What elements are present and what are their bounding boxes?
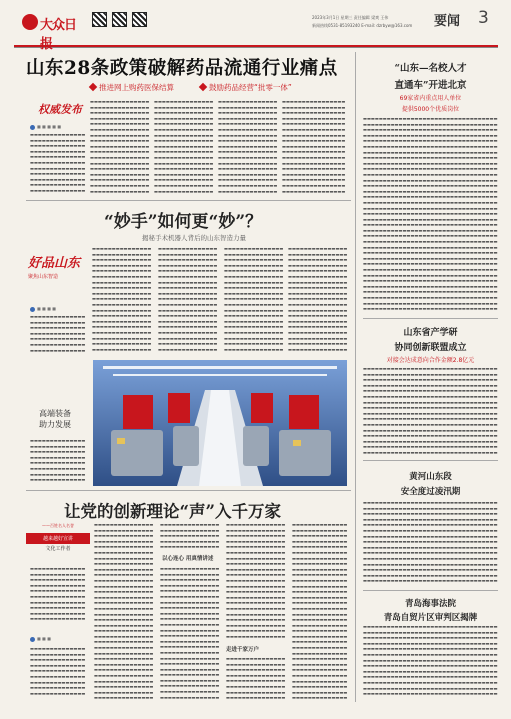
logo-text: 大众日	[40, 18, 77, 33]
article-text-block: ▬▬▬▬▬▬▬▬▬▬▬▬▬▬ ▬▬▬▬▬▬▬▬▬▬▬▬▬▬ ▬▬▬▬▬▬▬▬▬▬▬▬▬▬ ▬▬▬▬▬▬▬▬▬▬▬▬▬▬ ▬▬▬▬▬▬▬▬▬▬▬▬▬▬ ▬▬▬▬▬▬▬▬▬▬▬▬▬▬ ▬▬▬▬▬▬▬▬▬▬▬▬▬▬ ▬▬▬▬▬▬▬▬▬▬▬▬▬▬ ▬▬▬▬▬▬▬▬▬▬▬▬▬▬ ▬▬▬▬▬▬▬▬▬▬▬▬▬▬ ▬▬▬▬▬▬▬▬▬▬▬▬▬▬ ▬▬▬▬▬▬▬▬▬▬▬▬▬▬ ▬▬▬▬▬▬▬▬▬▬▬▬▬▬ ▬▬▬▬▬▬▬▬▬▬▬▬▬▬ ▬▬▬▬▬▬▬▬▬▬▬▬▬▬ ▬▬▬▬▬▬▬▬▬▬▬▬▬▬ ▬▬▬▬▬▬▬▬▬▬▬▬▬▬ ▬▬▬▬▬▬▬▬▬▬▬▬▬▬ ▬▬▬▬▬▬▬▬▬▬▬▬▬▬ ▬▬▬▬▬▬▬▬▬▬▬▬▬▬ ▬▬▬▬▬▬▬▬▬▬▬▬▬▬ ▬▬▬▬▬▬▬▬▬▬▬▬▬▬ ▬▬▬▬▬▬▬▬▬▬▬▬▬▬ ▬▬▬▬▬▬▬▬▬▬▬▬▬▬ ▬▬▬▬▬▬▬▬▬▬▬▬▬▬ ▬▬▬▬▬▬▬▬▬▬▬▬▬▬ ▬▬▬▬▬▬▬▬▬▬▬▬▬▬ ▬▬▬▬▬▬▬▬▬▬▬▬▬▬ ▬▬▬▬▬▬▬▬▬▬▬▬▬▬ ▬▬▬▬▬▬▬▬▬▬▬▬▬▬ ▬▬▬▬▬▬▬▬▬▬▬▬▬▬ ▬▬▬▬▬▬▬▬▬▬▬▬▬▬	[292, 522, 348, 701]
section-title: 要闻	[434, 14, 461, 29]
article-text-block: ▬▬▬▬▬▬▬▬▬▬▬▬▬▬ ▬▬▬▬▬▬▬▬▬▬▬▬▬▬ ▬▬▬▬▬▬▬▬▬▬▬▬▬▬ ▬▬▬▬▬▬▬▬▬▬▬▬▬▬ ▬▬▬▬▬▬▬▬▬▬▬▬▬▬ ▬▬▬▬▬▬▬▬▬▬▬▬▬▬ ▬▬▬▬▬▬▬▬▬▬▬▬▬▬ ▬▬▬▬▬▬▬▬▬▬▬▬▬▬ ▬▬▬▬▬▬▬▬▬▬▬▬▬▬ ▬▬▬▬▬▬▬▬▬▬▬▬▬▬	[30, 566, 86, 622]
sidebar-3-title-line1: 黄河山东段	[409, 472, 452, 482]
byline-dot-icon	[30, 307, 35, 312]
campaign-banner-red: 越来越好宣讲	[26, 533, 90, 544]
article-text-block: ▬▬▬▬▬▬▬▬▬▬▬▬▬▬▬ ▬▬▬▬▬▬▬▬▬▬▬▬▬▬▬ ▬▬▬▬▬▬▬▬▬▬▬▬▬▬▬ ▬▬▬▬▬▬▬▬▬▬▬▬▬▬▬ ▬▬▬▬▬▬▬▬▬▬▬▬▬▬▬ ▬▬▬▬▬▬▬▬▬▬▬▬▬▬▬ ▬▬▬▬▬▬▬▬▬▬▬▬▬▬▬ ▬▬▬▬▬▬▬▬▬▬▬▬▬▬▬ ▬▬▬▬▬▬▬▬▬▬▬▬▬▬▬ ▬▬▬▬▬▬▬▬▬▬▬▬▬▬▬ ▬▬▬▬▬▬▬▬▬▬▬▬▬▬▬ ▬▬▬▬▬▬▬▬▬▬▬▬▬▬▬ ▬▬▬▬▬▬▬▬▬▬▬▬▬▬▬ ▬▬▬▬▬▬▬▬▬▬▬▬▬▬▬ ▬▬▬▬▬▬▬▬▬▬▬▬▬▬▬ ▬▬▬▬▬▬▬▬▬▬▬▬▬▬▬ ▬▬▬▬▬▬▬▬▬▬▬▬▬▬▬	[218, 99, 278, 194]
sidebar-story-1[interactable]	[363, 60, 498, 113]
article-text-block: ▬▬▬▬▬▬▬▬▬▬▬▬▬▬▬ ▬▬▬▬▬▬▬▬▬▬▬▬▬▬▬ ▬▬▬▬▬▬▬▬▬▬▬▬▬▬▬ ▬▬▬▬▬▬▬▬▬▬▬▬▬▬▬ ▬▬▬▬▬▬▬▬▬▬▬▬▬▬▬ ▬▬▬▬▬▬▬▬▬▬▬▬▬▬▬ ▬▬▬▬▬▬▬▬▬▬▬▬▬▬▬ ▬▬▬▬▬▬▬▬▬▬▬▬▬▬▬ ▬▬▬▬▬▬▬▬▬▬▬▬▬▬▬ ▬▬▬▬▬▬▬▬▬▬▬▬▬▬▬ ▬▬▬▬▬▬▬▬▬▬▬▬▬▬▬ ▬▬▬▬▬▬▬▬▬▬▬▬▬▬▬ ▬▬▬▬▬▬▬▬▬▬▬▬▬▬▬ ▬▬▬▬▬▬▬▬▬▬▬▬▬▬▬ ▬▬▬▬▬▬▬▬▬▬▬▬▬▬▬ ▬▬▬▬▬▬▬▬▬▬▬▬▬▬▬ ▬▬▬▬▬▬▬▬▬▬▬▬▬▬▬ ▬▬▬▬▬▬▬▬▬▬▬▬▬▬▬ ▬▬▬▬▬▬▬▬▬▬▬▬▬▬▬ ▬▬▬▬▬▬▬▬▬▬▬▬▬▬▬ ▬▬▬▬▬▬▬▬▬▬▬▬▬▬▬ ▬▬▬▬▬▬▬▬▬▬▬▬▬▬▬ ▬▬▬▬▬▬▬▬▬▬▬▬▬▬▬ ▬▬▬▬▬▬▬▬▬▬▬▬▬▬▬	[160, 566, 220, 700]
sidebar-story-2[interactable]	[363, 325, 498, 364]
sidebar-2-title-line2: 协同创新联盟成立	[394, 343, 467, 353]
bottom-subtitle-2: 走进千家万户	[226, 647, 260, 653]
article-text-block: ▬▬▬▬▬▬▬▬▬▬▬▬▬▬▬ ▬▬▬▬▬▬▬▬▬▬▬▬▬▬▬ ▬▬▬▬▬▬▬▬▬▬▬▬▬▬▬ ▬▬▬▬▬▬▬▬▬▬▬▬▬▬▬ ▬▬▬▬▬▬▬▬▬▬▬▬▬▬▬ ▬▬▬▬▬▬▬▬▬▬▬▬▬▬▬ ▬▬▬▬▬▬▬▬▬▬▬▬▬▬▬ ▬▬▬▬▬▬▬▬▬▬▬▬▬▬▬ ▬▬▬▬▬▬▬▬▬▬▬▬▬▬▬ ▬▬▬▬▬▬▬▬▬▬▬▬▬▬▬ ▬▬▬▬▬▬▬▬▬▬▬▬▬▬▬ ▬▬▬▬▬▬▬▬▬▬▬▬▬▬▬ ▬▬▬▬▬▬▬▬▬▬▬▬▬▬▬ ▬▬▬▬▬▬▬▬▬▬▬▬▬▬▬ ▬▬▬▬▬▬▬▬▬▬▬▬▬▬▬ ▬▬▬▬▬▬▬▬▬▬▬▬▬▬▬ ▬▬▬▬▬▬▬▬▬▬▬▬▬▬▬ ▬▬▬▬▬▬▬▬▬▬▬▬▬▬▬ ▬▬▬▬▬▬▬▬▬▬▬▬▬▬▬	[224, 246, 284, 352]
sidebar-2-sub: 对接会达成意向合作金额2.8亿元	[386, 357, 475, 364]
lead-subhead-2: 鼓励药品经营“批零一体”	[200, 82, 292, 93]
article-text-block: ▬▬▬▬▬▬▬▬▬▬▬▬▬▬ ▬▬▬▬▬▬▬▬▬▬▬▬▬▬ ▬▬▬▬▬▬▬▬▬▬▬▬▬▬ ▬▬▬▬▬▬▬▬▬▬▬▬▬▬ ▬▬▬▬▬▬▬▬▬▬▬▬▬▬ ▬▬▬▬▬▬▬▬▬▬▬▬▬▬ ▬▬▬▬▬▬▬▬▬▬▬▬▬▬ ▬▬▬▬▬▬▬▬▬▬▬▬▬▬	[30, 438, 86, 483]
article-text-block: ▬▬▬▬▬▬▬▬▬▬▬▬▬▬▬ ▬▬▬▬▬▬▬▬▬▬▬▬▬▬▬ ▬▬▬▬▬▬▬▬▬▬▬▬▬▬▬ ▬▬▬▬▬▬▬▬▬▬▬▬▬▬▬ ▬▬▬▬▬▬▬▬▬▬▬▬▬▬▬ ▬▬▬▬▬▬▬▬▬▬▬▬▬▬▬ ▬▬▬▬▬▬▬▬▬▬▬▬▬▬▬ ▬▬▬▬▬▬▬▬▬▬▬▬▬▬▬	[226, 656, 286, 701]
sidebar-divider	[363, 460, 498, 461]
sidebar-divider	[363, 318, 498, 319]
article-text-block: ▬▬▬▬▬▬▬▬▬▬▬▬▬▬ ▬▬▬▬▬▬▬▬▬▬▬▬▬▬ ▬▬▬▬▬▬▬▬▬▬▬▬▬▬ ▬▬▬▬▬▬▬▬▬▬▬▬▬▬ ▬▬▬▬▬▬▬▬▬▬▬▬▬▬ ▬▬▬▬▬▬▬▬▬▬▬▬▬▬ ▬▬▬▬▬▬▬▬▬▬▬▬▬▬	[30, 314, 86, 353]
photo-caption: 高端装备 助力发展	[39, 409, 71, 429]
section-divider	[26, 490, 351, 491]
good-shandong-column-mark	[28, 252, 86, 304]
article-text-block: ▬▬▬▬▬▬▬▬▬▬▬▬▬▬▬ ▬▬▬▬▬▬▬▬▬▬▬▬▬▬▬ ▬▬▬▬▬▬▬▬▬▬▬▬▬▬▬ ▬▬▬▬▬▬▬▬▬▬▬▬▬▬▬ ▬▬▬▬▬▬▬▬▬▬▬▬▬▬▬	[160, 522, 220, 550]
sidebar-4-title-line2: 青岛自贸片区审判区揭牌	[383, 613, 478, 623]
feature-subhead: 揭秘手术机器人背后的山东智造力量	[142, 234, 246, 242]
bottom-subtitle-1: 以心连心 用真情讲述	[162, 556, 214, 562]
sidebar-4-title-line1: 青岛海事法院	[404, 599, 456, 609]
sidebar-story-4[interactable]	[363, 597, 498, 623]
lead-subhead-1: 推进网上购药医保结算	[90, 82, 174, 93]
section-divider	[26, 200, 351, 201]
article-text-block: ▬▬▬▬▬▬▬▬▬▬▬▬▬▬▬▬▬▬▬▬▬▬▬▬▬▬▬▬▬▬▬▬▬▬ ▬▬▬▬▬▬▬▬▬▬▬▬▬▬▬▬▬▬▬▬▬▬▬▬▬▬▬▬▬▬▬▬▬▬ ▬▬▬▬▬▬▬▬▬▬▬▬▬▬▬▬▬▬▬▬▬▬▬▬▬▬▬▬▬▬▬▬▬▬ ▬▬▬▬▬▬▬▬▬▬▬▬▬▬▬▬▬▬▬▬▬▬▬▬▬▬▬▬▬▬▬▬▬▬ ▬▬▬▬▬▬▬▬▬▬▬▬▬▬▬▬▬▬▬▬▬▬▬▬▬▬▬▬▬▬▬▬▬▬ ▬▬▬▬▬▬▬▬▬▬▬▬▬▬▬▬▬▬▬▬▬▬▬▬▬▬▬▬▬▬▬▬▬▬ ▬▬▬▬▬▬▬▬▬▬▬▬▬▬▬▬▬▬▬▬▬▬▬▬▬▬▬▬▬▬▬▬▬▬ ▬▬▬▬▬▬▬▬▬▬▬▬▬▬▬▬▬▬▬▬▬▬▬▬▬▬▬▬▬▬▬▬▬▬ ▬▬▬▬▬▬▬▬▬▬▬▬▬▬▬▬▬▬▬▬▬▬▬▬▬▬▬▬▬▬▬▬▬▬ ▬▬▬▬▬▬▬▬▬▬▬▬▬▬▬▬▬▬▬▬▬▬▬▬▬▬▬▬▬▬▬▬▬▬ ▬▬▬▬▬▬▬▬▬▬▬▬▬▬▬▬▬▬▬▬▬▬▬▬▬▬▬▬▬▬▬▬▬▬ ▬▬▬▬▬▬▬▬▬▬▬▬▬▬▬▬▬▬▬▬▬▬▬▬▬▬▬▬▬▬▬▬▬▬ ▬▬▬▬▬▬▬▬▬▬▬▬▬▬▬▬▬▬▬▬▬▬▬▬▬▬▬▬▬▬▬▬▬▬ ▬▬▬▬▬▬▬▬▬▬▬▬▬▬▬▬▬▬▬▬▬▬▬▬▬▬▬▬▬▬▬▬▬▬ ▬▬▬▬▬▬▬▬▬▬▬▬▬▬▬▬▬▬▬▬▬▬▬▬▬▬▬▬▬▬▬▬▬▬ ▬▬▬▬▬▬▬▬▬▬▬▬▬▬▬▬▬▬▬▬▬▬▬▬▬▬▬▬▬▬▬▬▬▬ ▬▬▬▬▬▬▬▬▬▬▬▬▬▬▬▬▬▬▬▬▬▬▬▬▬▬▬▬▬▬▬▬▬▬ ▬▬▬▬▬▬▬▬▬▬▬▬▬▬▬▬▬▬▬▬▬▬▬▬▬▬▬▬▬▬▬▬▬▬ ▬▬▬▬▬▬▬▬▬▬▬▬▬▬▬▬▬▬▬▬▬▬▬▬▬▬▬▬▬▬▬▬▬▬ ▬▬▬▬▬▬▬▬▬▬▬▬▬▬▬▬▬▬▬▬▬▬▬▬▬▬▬▬▬▬▬▬▬▬ ▬▬▬▬▬▬▬▬▬▬▬▬▬▬▬▬▬▬▬▬▬▬▬▬▬▬▬▬▬▬▬▬▬▬ ▬▬▬▬▬▬▬▬▬▬▬▬▬▬▬▬▬▬▬▬▬▬▬▬▬▬▬▬▬▬▬▬▬▬ ▬▬▬▬▬▬▬▬▬▬▬▬▬▬▬▬▬▬▬▬▬▬▬▬▬▬▬▬▬▬▬▬▬▬ ▬▬▬▬▬▬▬▬▬▬▬▬▬▬▬▬▬▬▬▬▬▬▬▬▬▬▬▬▬▬▬▬▬▬ ▬▬▬▬▬▬▬▬▬▬▬▬▬▬▬▬▬▬▬▬▬▬▬▬▬▬▬▬▬▬▬▬▬▬ ▬▬▬▬▬▬▬▬▬▬▬▬▬▬▬▬▬▬▬▬▬▬▬▬▬▬▬▬▬▬▬▬▬▬ ▬▬▬▬▬▬▬▬▬▬▬▬▬▬▬▬▬▬▬▬▬▬▬▬▬▬▬▬▬▬▬▬▬▬ ▬▬▬▬▬▬▬▬▬▬▬▬▬▬▬▬▬▬▬▬▬▬▬▬▬▬▬▬▬▬▬▬▬▬ ▬▬▬▬▬▬▬▬▬▬▬▬▬▬▬▬▬▬▬▬▬▬▬▬▬▬▬▬▬▬▬▬▬▬ ▬▬▬▬▬▬▬▬▬▬▬▬▬▬▬▬▬▬▬▬▬▬▬▬▬▬▬▬▬▬▬▬▬▬ ▬▬▬▬▬▬▬▬▬▬▬▬▬▬▬▬▬▬▬▬▬▬▬▬▬▬▬▬▬▬▬▬▬▬ ▬▬▬▬▬▬▬▬▬▬▬▬▬▬▬▬▬▬▬▬▬▬▬▬▬▬▬▬▬▬▬▬▬▬ ▬▬▬▬▬▬▬▬▬▬▬▬▬▬▬▬▬▬▬▬▬▬▬▬▬▬▬▬▬▬▬▬▬▬ ▬▬▬▬▬▬▬▬▬▬▬▬▬▬▬▬▬▬▬▬▬▬▬▬▬▬▬▬▬▬▬▬▬▬ ▬▬▬▬▬▬▬▬▬▬▬▬▬▬▬▬▬▬▬▬▬▬▬▬▬▬▬▬▬▬▬▬▬▬	[363, 116, 498, 312]
bottom-headline[interactable]: 让党的创新理论“声”入千万家	[64, 502, 281, 521]
article-text-block: ▬▬▬▬▬▬▬▬▬▬▬▬▬▬▬ ▬▬▬▬▬▬▬▬▬▬▬▬▬▬▬ ▬▬▬▬▬▬▬▬▬▬▬▬▬▬▬ ▬▬▬▬▬▬▬▬▬▬▬▬▬▬▬ ▬▬▬▬▬▬▬▬▬▬▬▬▬▬▬ ▬▬▬▬▬▬▬▬▬▬▬▬▬▬▬ ▬▬▬▬▬▬▬▬▬▬▬▬▬▬▬ ▬▬▬▬▬▬▬▬▬▬▬▬▬▬▬ ▬▬▬▬▬▬▬▬▬▬▬▬▬▬▬ ▬▬▬▬▬▬▬▬▬▬▬▬▬▬▬ ▬▬▬▬▬▬▬▬▬▬▬▬▬▬▬ ▬▬▬▬▬▬▬▬▬▬▬▬▬▬▬ ▬▬▬▬▬▬▬▬▬▬▬▬▬▬▬ ▬▬▬▬▬▬▬▬▬▬▬▬▬▬▬ ▬▬▬▬▬▬▬▬▬▬▬▬▬▬▬ ▬▬▬▬▬▬▬▬▬▬▬▬▬▬▬ ▬▬▬▬▬▬▬▬▬▬▬▬▬▬▬ ▬▬▬▬▬▬▬▬▬▬▬▬▬▬▬ ▬▬▬▬▬▬▬▬▬▬▬▬▬▬▬	[288, 246, 348, 352]
masthead	[14, 4, 498, 48]
column-divider	[355, 52, 356, 702]
sidebar-1-title-line2: 直通车”开进北京	[394, 80, 467, 91]
sidebar-1-sub1: 69家省内重点用人单位	[399, 95, 462, 102]
sidebar-1-sub2: 提供5000个优质岗位	[401, 106, 460, 113]
article-text-block: ▬▬▬▬▬▬▬▬▬▬▬▬▬▬ ▬▬▬▬▬▬▬▬▬▬▬▬▬▬ ▬▬▬▬▬▬▬▬▬▬▬▬▬▬ ▬▬▬▬▬▬▬▬▬▬▬▬▬▬ ▬▬▬▬▬▬▬▬▬▬▬▬▬▬ ▬▬▬▬▬▬▬▬▬▬▬▬▬▬ ▬▬▬▬▬▬▬▬▬▬▬▬▬▬ ▬▬▬▬▬▬▬▬▬▬▬▬▬▬ ▬▬▬▬▬▬▬▬▬▬▬▬▬▬ ▬▬▬▬▬▬▬▬▬▬▬▬▬▬ ▬▬▬▬▬▬▬▬▬▬▬▬▬▬	[30, 132, 86, 193]
article-text-block: ▬▬▬▬▬▬▬▬▬▬▬▬▬▬▬ ▬▬▬▬▬▬▬▬▬▬▬▬▬▬▬ ▬▬▬▬▬▬▬▬▬▬▬▬▬▬▬ ▬▬▬▬▬▬▬▬▬▬▬▬▬▬▬ ▬▬▬▬▬▬▬▬▬▬▬▬▬▬▬ ▬▬▬▬▬▬▬▬▬▬▬▬▬▬▬ ▬▬▬▬▬▬▬▬▬▬▬▬▬▬▬ ▬▬▬▬▬▬▬▬▬▬▬▬▬▬▬ ▬▬▬▬▬▬▬▬▬▬▬▬▬▬▬ ▬▬▬▬▬▬▬▬▬▬▬▬▬▬▬ ▬▬▬▬▬▬▬▬▬▬▬▬▬▬▬ ▬▬▬▬▬▬▬▬▬▬▬▬▬▬▬ ▬▬▬▬▬▬▬▬▬▬▬▬▬▬▬ ▬▬▬▬▬▬▬▬▬▬▬▬▬▬▬ ▬▬▬▬▬▬▬▬▬▬▬▬▬▬▬ ▬▬▬▬▬▬▬▬▬▬▬▬▬▬▬ ▬▬▬▬▬▬▬▬▬▬▬▬▬▬▬	[154, 99, 214, 194]
column-mark-title: 好品山东	[28, 256, 81, 271]
masthead-date: 2023年3月1日 星期三 责任编辑 梁爽 王伟	[312, 15, 389, 20]
diamond-icon	[89, 83, 97, 91]
lead-headline[interactable]: 山东28条政策破解药品流通行业痛点	[26, 58, 338, 79]
logo-seal-icon	[22, 14, 38, 30]
masthead-contact: 新闻热线0531-85193240 E-mail: dzrbyw@163.com	[312, 23, 413, 28]
article-text-block: ▬▬▬▬▬▬▬▬▬▬▬▬▬▬▬▬ ▬▬▬▬▬▬▬▬▬▬▬▬▬▬▬▬ ▬▬▬▬▬▬▬▬▬▬▬▬▬▬▬▬ ▬▬▬▬▬▬▬▬▬▬▬▬▬▬▬▬ ▬▬▬▬▬▬▬▬▬▬▬▬▬▬▬▬ ▬▬▬▬▬▬▬▬▬▬▬▬▬▬▬▬ ▬▬▬▬▬▬▬▬▬▬▬▬▬▬▬▬ ▬▬▬▬▬▬▬▬▬▬▬▬▬▬▬▬ ▬▬▬▬▬▬▬▬▬▬▬▬▬▬▬▬ ▬▬▬▬▬▬▬▬▬▬▬▬▬▬▬▬ ▬▬▬▬▬▬▬▬▬▬▬▬▬▬▬▬ ▬▬▬▬▬▬▬▬▬▬▬▬▬▬▬▬ ▬▬▬▬▬▬▬▬▬▬▬▬▬▬▬▬ ▬▬▬▬▬▬▬▬▬▬▬▬▬▬▬▬ ▬▬▬▬▬▬▬▬▬▬▬▬▬▬▬▬ ▬▬▬▬▬▬▬▬▬▬▬▬▬▬▬▬ ▬▬▬▬▬▬▬▬▬▬▬▬▬▬▬▬	[282, 99, 346, 194]
byline: ■ ■ ■	[30, 636, 51, 642]
article-text-block: ▬▬▬▬▬▬▬▬▬▬▬▬▬▬▬▬▬▬▬▬▬▬▬▬▬▬▬▬▬▬▬▬▬▬ ▬▬▬▬▬▬▬▬▬▬▬▬▬▬▬▬▬▬▬▬▬▬▬▬▬▬▬▬▬▬▬▬▬▬ ▬▬▬▬▬▬▬▬▬▬▬▬▬▬▬▬▬▬▬▬▬▬▬▬▬▬▬▬▬▬▬▬▬▬ ▬▬▬▬▬▬▬▬▬▬▬▬▬▬▬▬▬▬▬▬▬▬▬▬▬▬▬▬▬▬▬▬▬▬ ▬▬▬▬▬▬▬▬▬▬▬▬▬▬▬▬▬▬▬▬▬▬▬▬▬▬▬▬▬▬▬▬▬▬ ▬▬▬▬▬▬▬▬▬▬▬▬▬▬▬▬▬▬▬▬▬▬▬▬▬▬▬▬▬▬▬▬▬▬ ▬▬▬▬▬▬▬▬▬▬▬▬▬▬▬▬▬▬▬▬▬▬▬▬▬▬▬▬▬▬▬▬▬▬ ▬▬▬▬▬▬▬▬▬▬▬▬▬▬▬▬▬▬▬▬▬▬▬▬▬▬▬▬▬▬▬▬▬▬ ▬▬▬▬▬▬▬▬▬▬▬▬▬▬▬▬▬▬▬▬▬▬▬▬▬▬▬▬▬▬▬▬▬▬ ▬▬▬▬▬▬▬▬▬▬▬▬▬▬▬▬▬▬▬▬▬▬▬▬▬▬▬▬▬▬▬▬▬▬ ▬▬▬▬▬▬▬▬▬▬▬▬▬▬▬▬▬▬▬▬▬▬▬▬▬▬▬▬▬▬▬▬▬▬ ▬▬▬▬▬▬▬▬▬▬▬▬▬▬▬▬▬▬▬▬▬▬▬▬▬▬▬▬▬▬▬▬▬▬ ▬▬▬▬▬▬▬▬▬▬▬▬▬▬▬▬▬▬▬▬▬▬▬▬▬▬▬▬▬▬▬▬▬▬	[363, 624, 498, 697]
feature-headline[interactable]: “妙手”如何更“妙”？	[104, 212, 263, 232]
article-text-block: ▬▬▬▬▬▬▬▬▬▬▬▬▬▬▬ ▬▬▬▬▬▬▬▬▬▬▬▬▬▬▬ ▬▬▬▬▬▬▬▬▬▬▬▬▬▬▬ ▬▬▬▬▬▬▬▬▬▬▬▬▬▬▬ ▬▬▬▬▬▬▬▬▬▬▬▬▬▬▬ ▬▬▬▬▬▬▬▬▬▬▬▬▬▬▬ ▬▬▬▬▬▬▬▬▬▬▬▬▬▬▬ ▬▬▬▬▬▬▬▬▬▬▬▬▬▬▬ ▬▬▬▬▬▬▬▬▬▬▬▬▬▬▬ ▬▬▬▬▬▬▬▬▬▬▬▬▬▬▬ ▬▬▬▬▬▬▬▬▬▬▬▬▬▬▬ ▬▬▬▬▬▬▬▬▬▬▬▬▬▬▬ ▬▬▬▬▬▬▬▬▬▬▬▬▬▬▬ ▬▬▬▬▬▬▬▬▬▬▬▬▬▬▬ ▬▬▬▬▬▬▬▬▬▬▬▬▬▬▬ ▬▬▬▬▬▬▬▬▬▬▬▬▬▬▬ ▬▬▬▬▬▬▬▬▬▬▬▬▬▬▬ ▬▬▬▬▬▬▬▬▬▬▬▬▬▬▬ ▬▬▬▬▬▬▬▬▬▬▬▬▬▬▬ ▬▬▬▬▬▬▬▬▬▬▬▬▬▬▬ ▬▬▬▬▬▬▬▬▬▬▬▬▬▬▬ ▬▬▬▬▬▬▬▬▬▬▬▬▬▬▬ ▬▬▬▬▬▬▬▬▬▬▬▬▬▬▬ ▬▬▬▬▬▬▬▬▬▬▬▬▬▬▬ ▬▬▬▬▬▬▬▬▬▬▬▬▬▬▬ ▬▬▬▬▬▬▬▬▬▬▬▬▬▬▬ ▬▬▬▬▬▬▬▬▬▬▬▬▬▬▬ ▬▬▬▬▬▬▬▬▬▬▬▬▬▬▬ ▬▬▬▬▬▬▬▬▬▬▬▬▬▬▬ ▬▬▬▬▬▬▬▬▬▬▬▬▬▬▬ ▬▬▬▬▬▬▬▬▬▬▬▬▬▬▬ ▬▬▬▬▬▬▬▬▬▬▬▬▬▬▬	[94, 522, 154, 701]
masthead-rule	[14, 45, 498, 47]
byline: ■ ■ ■ ■ ■	[30, 124, 61, 130]
diamond-icon	[199, 83, 207, 91]
sidebar-3-title-line2: 安全度过凌汛期	[400, 487, 461, 497]
byline: ■ ■ ■ ■	[30, 306, 56, 312]
article-text-block: ▬▬▬▬▬▬▬▬▬▬▬▬▬▬▬ ▬▬▬▬▬▬▬▬▬▬▬▬▬▬▬ ▬▬▬▬▬▬▬▬▬▬▬▬▬▬▬ ▬▬▬▬▬▬▬▬▬▬▬▬▬▬▬ ▬▬▬▬▬▬▬▬▬▬▬▬▬▬▬ ▬▬▬▬▬▬▬▬▬▬▬▬▬▬▬ ▬▬▬▬▬▬▬▬▬▬▬▬▬▬▬ ▬▬▬▬▬▬▬▬▬▬▬▬▬▬▬ ▬▬▬▬▬▬▬▬▬▬▬▬▬▬▬ ▬▬▬▬▬▬▬▬▬▬▬▬▬▬▬ ▬▬▬▬▬▬▬▬▬▬▬▬▬▬▬ ▬▬▬▬▬▬▬▬▬▬▬▬▬▬▬ ▬▬▬▬▬▬▬▬▬▬▬▬▬▬▬ ▬▬▬▬▬▬▬▬▬▬▬▬▬▬▬ ▬▬▬▬▬▬▬▬▬▬▬▬▬▬▬ ▬▬▬▬▬▬▬▬▬▬▬▬▬▬▬ ▬▬▬▬▬▬▬▬▬▬▬▬▬▬▬ ▬▬▬▬▬▬▬▬▬▬▬▬▬▬▬ ▬▬▬▬▬▬▬▬▬▬▬▬▬▬▬ ▬▬▬▬▬▬▬▬▬▬▬▬▬▬▬ ▬▬▬▬▬▬▬▬▬▬▬▬▬▬▬	[226, 522, 286, 639]
article-text-block: ▬▬▬▬▬▬▬▬▬▬▬▬▬▬▬ ▬▬▬▬▬▬▬▬▬▬▬▬▬▬▬ ▬▬▬▬▬▬▬▬▬▬▬▬▬▬▬ ▬▬▬▬▬▬▬▬▬▬▬▬▬▬▬ ▬▬▬▬▬▬▬▬▬▬▬▬▬▬▬ ▬▬▬▬▬▬▬▬▬▬▬▬▬▬▬ ▬▬▬▬▬▬▬▬▬▬▬▬▬▬▬ ▬▬▬▬▬▬▬▬▬▬▬▬▬▬▬ ▬▬▬▬▬▬▬▬▬▬▬▬▬▬▬ ▬▬▬▬▬▬▬▬▬▬▬▬▬▬▬ ▬▬▬▬▬▬▬▬▬▬▬▬▬▬▬ ▬▬▬▬▬▬▬▬▬▬▬▬▬▬▬ ▬▬▬▬▬▬▬▬▬▬▬▬▬▬▬ ▬▬▬▬▬▬▬▬▬▬▬▬▬▬▬ ▬▬▬▬▬▬▬▬▬▬▬▬▬▬▬ ▬▬▬▬▬▬▬▬▬▬▬▬▬▬▬ ▬▬▬▬▬▬▬▬▬▬▬▬▬▬▬ ▬▬▬▬▬▬▬▬▬▬▬▬▬▬▬ ▬▬▬▬▬▬▬▬▬▬▬▬▬▬▬	[158, 246, 218, 352]
masthead-info	[312, 14, 412, 30]
sidebar-story-3[interactable]	[363, 470, 498, 497]
factory-photo-illustration	[93, 360, 347, 486]
qr-code-icon[interactable]	[132, 12, 147, 27]
article-text-block: ▬▬▬▬▬▬▬▬▬▬▬▬▬▬▬▬▬▬▬▬▬▬▬▬▬▬▬▬▬▬▬▬▬▬ ▬▬▬▬▬▬▬▬▬▬▬▬▬▬▬▬▬▬▬▬▬▬▬▬▬▬▬▬▬▬▬▬▬▬ ▬▬▬▬▬▬▬▬▬▬▬▬▬▬▬▬▬▬▬▬▬▬▬▬▬▬▬▬▬▬▬▬▬▬ ▬▬▬▬▬▬▬▬▬▬▬▬▬▬▬▬▬▬▬▬▬▬▬▬▬▬▬▬▬▬▬▬▬▬ ▬▬▬▬▬▬▬▬▬▬▬▬▬▬▬▬▬▬▬▬▬▬▬▬▬▬▬▬▬▬▬▬▬▬ ▬▬▬▬▬▬▬▬▬▬▬▬▬▬▬▬▬▬▬▬▬▬▬▬▬▬▬▬▬▬▬▬▬▬ ▬▬▬▬▬▬▬▬▬▬▬▬▬▬▬▬▬▬▬▬▬▬▬▬▬▬▬▬▬▬▬▬▬▬ ▬▬▬▬▬▬▬▬▬▬▬▬▬▬▬▬▬▬▬▬▬▬▬▬▬▬▬▬▬▬▬▬▬▬ ▬▬▬▬▬▬▬▬▬▬▬▬▬▬▬▬▬▬▬▬▬▬▬▬▬▬▬▬▬▬▬▬▬▬ ▬▬▬▬▬▬▬▬▬▬▬▬▬▬▬▬▬▬▬▬▬▬▬▬▬▬▬▬▬▬▬▬▬▬ ▬▬▬▬▬▬▬▬▬▬▬▬▬▬▬▬▬▬▬▬▬▬▬▬▬▬▬▬▬▬▬▬▬▬ ▬▬▬▬▬▬▬▬▬▬▬▬▬▬▬▬▬▬▬▬▬▬▬▬▬▬▬▬▬▬▬▬▬▬ ▬▬▬▬▬▬▬▬▬▬▬▬▬▬▬▬▬▬▬▬▬▬▬▬▬▬▬▬▬▬▬▬▬▬ ▬▬▬▬▬▬▬▬▬▬▬▬▬▬▬▬▬▬▬▬▬▬▬▬▬▬▬▬▬▬▬▬▬▬ ▬▬▬▬▬▬▬▬▬▬▬▬▬▬▬▬▬▬▬▬▬▬▬▬▬▬▬▬▬▬▬▬▬▬ ▬▬▬▬▬▬▬▬▬▬▬▬▬▬▬▬▬▬▬▬▬▬▬▬▬▬▬▬▬▬▬▬▬▬	[363, 366, 498, 455]
byline-dot-icon	[30, 637, 35, 642]
page-number: 3	[478, 8, 489, 28]
factory-photo[interactable]	[93, 360, 347, 486]
byline-dot-icon	[30, 125, 35, 130]
article-text-block: ▬▬▬▬▬▬▬▬▬▬▬▬▬▬ ▬▬▬▬▬▬▬▬▬▬▬▬▬▬ ▬▬▬▬▬▬▬▬▬▬▬▬▬▬ ▬▬▬▬▬▬▬▬▬▬▬▬▬▬ ▬▬▬▬▬▬▬▬▬▬▬▬▬▬ ▬▬▬▬▬▬▬▬▬▬▬▬▬▬ ▬▬▬▬▬▬▬▬▬▬▬▬▬▬ ▬▬▬▬▬▬▬▬▬▬▬▬▬▬ ▬▬▬▬▬▬▬▬▬▬▬▬▬▬	[30, 646, 86, 696]
sidebar-1-title-line1: “山东—名校人才	[394, 63, 467, 74]
article-text-block: ▬▬▬▬▬▬▬▬▬▬▬▬▬▬▬ ▬▬▬▬▬▬▬▬▬▬▬▬▬▬▬ ▬▬▬▬▬▬▬▬▬▬▬▬▬▬▬ ▬▬▬▬▬▬▬▬▬▬▬▬▬▬▬ ▬▬▬▬▬▬▬▬▬▬▬▬▬▬▬ ▬▬▬▬▬▬▬▬▬▬▬▬▬▬▬ ▬▬▬▬▬▬▬▬▬▬▬▬▬▬▬ ▬▬▬▬▬▬▬▬▬▬▬▬▬▬▬ ▬▬▬▬▬▬▬▬▬▬▬▬▬▬▬ ▬▬▬▬▬▬▬▬▬▬▬▬▬▬▬ ▬▬▬▬▬▬▬▬▬▬▬▬▬▬▬ ▬▬▬▬▬▬▬▬▬▬▬▬▬▬▬ ▬▬▬▬▬▬▬▬▬▬▬▬▬▬▬ ▬▬▬▬▬▬▬▬▬▬▬▬▬▬▬ ▬▬▬▬▬▬▬▬▬▬▬▬▬▬▬ ▬▬▬▬▬▬▬▬▬▬▬▬▬▬▬ ▬▬▬▬▬▬▬▬▬▬▬▬▬▬▬ ▬▬▬▬▬▬▬▬▬▬▬▬▬▬▬ ▬▬▬▬▬▬▬▬▬▬▬▬▬▬▬	[92, 246, 152, 352]
qr-code-icon[interactable]	[112, 12, 127, 27]
newspaper-logo[interactable]	[22, 12, 80, 34]
campaign-banner: ——百姓名人名誉 越来越好宣讲 文化工作者	[26, 523, 90, 561]
column-mark-sub: 聚焦山东智造	[28, 274, 59, 280]
article-text-block: ▬▬▬▬▬▬▬▬▬▬▬▬▬▬▬ ▬▬▬▬▬▬▬▬▬▬▬▬▬▬▬ ▬▬▬▬▬▬▬▬▬▬▬▬▬▬▬ ▬▬▬▬▬▬▬▬▬▬▬▬▬▬▬ ▬▬▬▬▬▬▬▬▬▬▬▬▬▬▬ ▬▬▬▬▬▬▬▬▬▬▬▬▬▬▬ ▬▬▬▬▬▬▬▬▬▬▬▬▬▬▬ ▬▬▬▬▬▬▬▬▬▬▬▬▬▬▬ ▬▬▬▬▬▬▬▬▬▬▬▬▬▬▬ ▬▬▬▬▬▬▬▬▬▬▬▬▬▬▬ ▬▬▬▬▬▬▬▬▬▬▬▬▬▬▬ ▬▬▬▬▬▬▬▬▬▬▬▬▬▬▬ ▬▬▬▬▬▬▬▬▬▬▬▬▬▬▬ ▬▬▬▬▬▬▬▬▬▬▬▬▬▬▬ ▬▬▬▬▬▬▬▬▬▬▬▬▬▬▬ ▬▬▬▬▬▬▬▬▬▬▬▬▬▬▬ ▬▬▬▬▬▬▬▬▬▬▬▬▬▬▬	[90, 99, 150, 194]
authoritative-release-badge: 权威发布	[38, 103, 82, 116]
qr-code-icon[interactable]	[92, 12, 107, 27]
article-text-block: ▬▬▬▬▬▬▬▬▬▬▬▬▬▬▬▬▬▬▬▬▬▬▬▬▬▬▬▬▬▬▬▬▬▬ ▬▬▬▬▬▬▬▬▬▬▬▬▬▬▬▬▬▬▬▬▬▬▬▬▬▬▬▬▬▬▬▬▬▬ ▬▬▬▬▬▬▬▬▬▬▬▬▬▬▬▬▬▬▬▬▬▬▬▬▬▬▬▬▬▬▬▬▬▬ ▬▬▬▬▬▬▬▬▬▬▬▬▬▬▬▬▬▬▬▬▬▬▬▬▬▬▬▬▬▬▬▬▬▬ ▬▬▬▬▬▬▬▬▬▬▬▬▬▬▬▬▬▬▬▬▬▬▬▬▬▬▬▬▬▬▬▬▬▬ ▬▬▬▬▬▬▬▬▬▬▬▬▬▬▬▬▬▬▬▬▬▬▬▬▬▬▬▬▬▬▬▬▬▬ ▬▬▬▬▬▬▬▬▬▬▬▬▬▬▬▬▬▬▬▬▬▬▬▬▬▬▬▬▬▬▬▬▬▬ ▬▬▬▬▬▬▬▬▬▬▬▬▬▬▬▬▬▬▬▬▬▬▬▬▬▬▬▬▬▬▬▬▬▬ ▬▬▬▬▬▬▬▬▬▬▬▬▬▬▬▬▬▬▬▬▬▬▬▬▬▬▬▬▬▬▬▬▬▬ ▬▬▬▬▬▬▬▬▬▬▬▬▬▬▬▬▬▬▬▬▬▬▬▬▬▬▬▬▬▬▬▬▬▬ ▬▬▬▬▬▬▬▬▬▬▬▬▬▬▬▬▬▬▬▬▬▬▬▬▬▬▬▬▬▬▬▬▬▬ ▬▬▬▬▬▬▬▬▬▬▬▬▬▬▬▬▬▬▬▬▬▬▬▬▬▬▬▬▬▬▬▬▬▬ ▬▬▬▬▬▬▬▬▬▬▬▬▬▬▬▬▬▬▬▬▬▬▬▬▬▬▬▬▬▬▬▬▬▬ ▬▬▬▬▬▬▬▬▬▬▬▬▬▬▬▬▬▬▬▬▬▬▬▬▬▬▬▬▬▬▬▬▬▬ ▬▬▬▬▬▬▬▬▬▬▬▬▬▬▬▬▬▬▬▬▬▬▬▬▬▬▬▬▬▬▬▬▬▬	[363, 500, 498, 584]
sidebar-divider	[363, 590, 498, 591]
sidebar-2-title-line1: 山东省产学研	[403, 328, 458, 338]
